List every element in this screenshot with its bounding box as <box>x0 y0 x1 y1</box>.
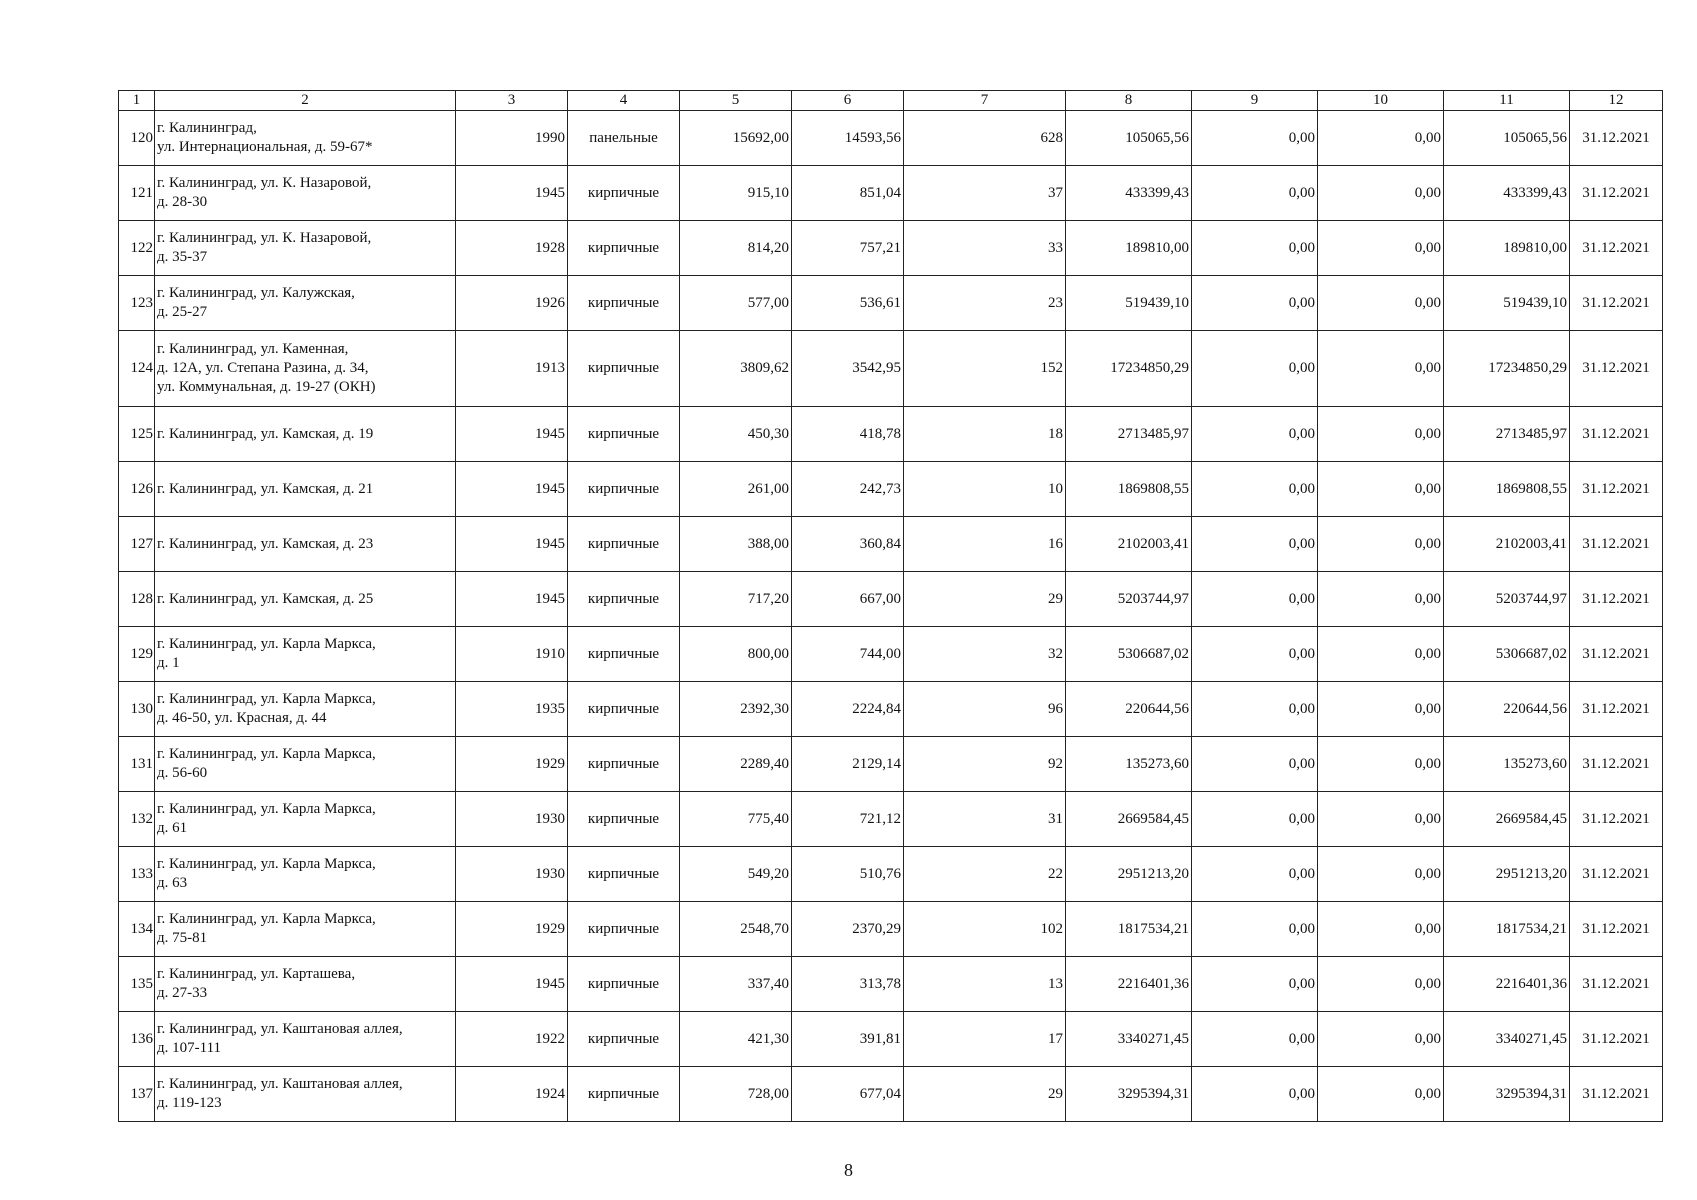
residents-count-cell: 37 <box>904 166 1066 221</box>
wall-material-cell: панельные <box>568 111 680 166</box>
wall-material-cell: кирпичные <box>568 792 680 847</box>
residents-count-cell: 92 <box>904 737 1066 792</box>
table-row <box>119 407 1663 462</box>
total-area-cell: 388,00 <box>680 517 792 572</box>
wall-material-cell: кирпичные <box>568 902 680 957</box>
row-index-cell: 133 <box>119 847 155 902</box>
cost-fund-cell: 0,00 <box>1192 111 1318 166</box>
cost-owners-cell: 2713485,97 <box>1444 407 1570 462</box>
row-index-cell: 129 <box>119 627 155 682</box>
total-area-cell: 728,00 <box>680 1067 792 1122</box>
row-index-cell: 137 <box>119 1067 155 1122</box>
cost-budget-cell: 0,00 <box>1318 627 1444 682</box>
cost-budget-cell: 0,00 <box>1318 462 1444 517</box>
year-built-cell: 1929 <box>456 902 568 957</box>
address-cell: г. Калининград, ул. К. Назаровой, д. 35-37 <box>155 221 456 276</box>
row-index-cell: 124 <box>119 331 155 407</box>
table-row <box>119 462 1663 517</box>
page-number: 8 <box>844 1160 853 1180</box>
year-built-cell: 1924 <box>456 1067 568 1122</box>
cost-fund-cell: 0,00 <box>1192 166 1318 221</box>
cost-budget-cell: 0,00 <box>1318 572 1444 627</box>
deadline-cell: 31.12.2021 <box>1570 1012 1663 1067</box>
total-area-cell: 814,20 <box>680 221 792 276</box>
total-area-cell: 915,10 <box>680 166 792 221</box>
table-row <box>119 276 1663 331</box>
living-area-cell: 667,00 <box>792 572 904 627</box>
table-row <box>119 517 1663 572</box>
cost-total-cell: 17234850,29 <box>1066 331 1192 407</box>
address-cell: г. Калининград, ул. Камская, д. 23 <box>155 517 456 572</box>
cost-total-cell: 5203744,97 <box>1066 572 1192 627</box>
cost-budget-cell: 0,00 <box>1318 902 1444 957</box>
table-row <box>119 166 1663 221</box>
address-cell: г. Калининград, ул. Карла Маркса, д. 56-60 <box>155 737 456 792</box>
table-row <box>119 331 1663 407</box>
cost-total-cell: 1817534,21 <box>1066 902 1192 957</box>
living-area-cell: 242,73 <box>792 462 904 517</box>
cost-budget-cell: 0,00 <box>1318 111 1444 166</box>
total-area-cell: 450,30 <box>680 407 792 462</box>
column-number-cell: 8 <box>1066 91 1192 111</box>
table-row <box>119 221 1663 276</box>
cost-owners-cell: 433399,43 <box>1444 166 1570 221</box>
cost-budget-cell: 0,00 <box>1318 1012 1444 1067</box>
column-number-header <box>119 91 1663 111</box>
total-area-cell: 800,00 <box>680 627 792 682</box>
address-cell: г. Калининград, ул. Каменная, д. 12А, ул. Степана Разина, д. 34, ул. Коммунальная, д. 19-27 (ОКН) <box>155 331 456 407</box>
row-index-cell: 131 <box>119 737 155 792</box>
row-index-cell: 135 <box>119 957 155 1012</box>
year-built-cell: 1945 <box>456 517 568 572</box>
wall-material-cell: кирпичные <box>568 1067 680 1122</box>
address-cell: г. Калининград, ул. Карташева, д. 27-33 <box>155 957 456 1012</box>
deadline-cell: 31.12.2021 <box>1570 847 1663 902</box>
cost-owners-cell: 2102003,41 <box>1444 517 1570 572</box>
cost-owners-cell: 189810,00 <box>1444 221 1570 276</box>
column-number-cell: 9 <box>1192 91 1318 111</box>
living-area-cell: 3542,95 <box>792 331 904 407</box>
wall-material-cell: кирпичные <box>568 462 680 517</box>
deadline-cell: 31.12.2021 <box>1570 902 1663 957</box>
address-cell: г. Калининград, ул. К. Назаровой, д. 28-30 <box>155 166 456 221</box>
total-area-cell: 261,00 <box>680 462 792 517</box>
cost-total-cell: 105065,56 <box>1066 111 1192 166</box>
cost-fund-cell: 0,00 <box>1192 407 1318 462</box>
year-built-cell: 1928 <box>456 221 568 276</box>
housing-table-container <box>118 90 1662 1122</box>
cost-fund-cell: 0,00 <box>1192 902 1318 957</box>
total-area-cell: 775,40 <box>680 792 792 847</box>
row-index-cell: 122 <box>119 221 155 276</box>
cost-total-cell: 3295394,31 <box>1066 1067 1192 1122</box>
wall-material-cell: кирпичные <box>568 682 680 737</box>
cost-fund-cell: 0,00 <box>1192 737 1318 792</box>
table-row <box>119 792 1663 847</box>
cost-total-cell: 433399,43 <box>1066 166 1192 221</box>
deadline-cell: 31.12.2021 <box>1570 462 1663 517</box>
wall-material-cell: кирпичные <box>568 331 680 407</box>
column-number-cell: 4 <box>568 91 680 111</box>
cost-owners-cell: 3340271,45 <box>1444 1012 1570 1067</box>
housing-table <box>118 90 1663 1122</box>
row-index-cell: 134 <box>119 902 155 957</box>
year-built-cell: 1929 <box>456 737 568 792</box>
address-cell: г. Калининград, ул. Камская, д. 25 <box>155 572 456 627</box>
wall-material-cell: кирпичные <box>568 221 680 276</box>
row-index-cell: 132 <box>119 792 155 847</box>
cost-fund-cell: 0,00 <box>1192 1067 1318 1122</box>
deadline-cell: 31.12.2021 <box>1570 221 1663 276</box>
residents-count-cell: 33 <box>904 221 1066 276</box>
cost-owners-cell: 220644,56 <box>1444 682 1570 737</box>
total-area-cell: 15692,00 <box>680 111 792 166</box>
cost-owners-cell: 2216401,36 <box>1444 957 1570 1012</box>
address-cell: г. Калининград, ул. Каштановая аллея, д. 119-123 <box>155 1067 456 1122</box>
cost-budget-cell: 0,00 <box>1318 737 1444 792</box>
cost-owners-cell: 2951213,20 <box>1444 847 1570 902</box>
deadline-cell: 31.12.2021 <box>1570 166 1663 221</box>
living-area-cell: 536,61 <box>792 276 904 331</box>
table-row <box>119 847 1663 902</box>
column-number-cell: 1 <box>119 91 155 111</box>
residents-count-cell: 23 <box>904 276 1066 331</box>
deadline-cell: 31.12.2021 <box>1570 627 1663 682</box>
cost-budget-cell: 0,00 <box>1318 166 1444 221</box>
wall-material-cell: кирпичные <box>568 276 680 331</box>
wall-material-cell: кирпичные <box>568 627 680 682</box>
row-index-cell: 120 <box>119 111 155 166</box>
total-area-cell: 2289,40 <box>680 737 792 792</box>
living-area-cell: 360,84 <box>792 517 904 572</box>
cost-budget-cell: 0,00 <box>1318 1067 1444 1122</box>
deadline-cell: 31.12.2021 <box>1570 957 1663 1012</box>
deadline-cell: 31.12.2021 <box>1570 1067 1663 1122</box>
residents-count-cell: 102 <box>904 902 1066 957</box>
cost-total-cell: 519439,10 <box>1066 276 1192 331</box>
address-cell: г. Калининград, ул. Камская, д. 21 <box>155 462 456 517</box>
cost-budget-cell: 0,00 <box>1318 847 1444 902</box>
column-number-cell: 12 <box>1570 91 1663 111</box>
year-built-cell: 1945 <box>456 407 568 462</box>
column-number-cell: 3 <box>456 91 568 111</box>
total-area-cell: 337,40 <box>680 957 792 1012</box>
wall-material-cell: кирпичные <box>568 847 680 902</box>
cost-fund-cell: 0,00 <box>1192 1012 1318 1067</box>
row-index-cell: 128 <box>119 572 155 627</box>
column-number-cell: 7 <box>904 91 1066 111</box>
cost-total-cell: 2216401,36 <box>1066 957 1192 1012</box>
column-number-cell: 10 <box>1318 91 1444 111</box>
address-cell: г. Калининград, ул. Карла Маркса, д. 75-81 <box>155 902 456 957</box>
cost-total-cell: 2669584,45 <box>1066 792 1192 847</box>
cost-budget-cell: 0,00 <box>1318 276 1444 331</box>
row-index-cell: 126 <box>119 462 155 517</box>
cost-total-cell: 2951213,20 <box>1066 847 1192 902</box>
table-row <box>119 627 1663 682</box>
address-cell: г. Калининград, ул. Каштановая аллея, д. 107-111 <box>155 1012 456 1067</box>
year-built-cell: 1926 <box>456 276 568 331</box>
column-number-cell: 2 <box>155 91 456 111</box>
cost-owners-cell: 135273,60 <box>1444 737 1570 792</box>
wall-material-cell: кирпичные <box>568 407 680 462</box>
cost-budget-cell: 0,00 <box>1318 331 1444 407</box>
year-built-cell: 1945 <box>456 572 568 627</box>
year-built-cell: 1945 <box>456 462 568 517</box>
residents-count-cell: 152 <box>904 331 1066 407</box>
cost-total-cell: 2713485,97 <box>1066 407 1192 462</box>
wall-material-cell: кирпичные <box>568 572 680 627</box>
living-area-cell: 313,78 <box>792 957 904 1012</box>
header-row <box>119 91 1663 111</box>
total-area-cell: 421,30 <box>680 1012 792 1067</box>
table-row <box>119 111 1663 166</box>
residents-count-cell: 29 <box>904 1067 1066 1122</box>
residents-count-cell: 13 <box>904 957 1066 1012</box>
total-area-cell: 577,00 <box>680 276 792 331</box>
cost-owners-cell: 1869808,55 <box>1444 462 1570 517</box>
cost-total-cell: 1869808,55 <box>1066 462 1192 517</box>
cost-budget-cell: 0,00 <box>1318 221 1444 276</box>
living-area-cell: 2224,84 <box>792 682 904 737</box>
address-cell: г. Калининград, ул. Карла Маркса, д. 46-50, ул. Красная, д. 44 <box>155 682 456 737</box>
living-area-cell: 744,00 <box>792 627 904 682</box>
cost-total-cell: 2102003,41 <box>1066 517 1192 572</box>
residents-count-cell: 22 <box>904 847 1066 902</box>
cost-fund-cell: 0,00 <box>1192 792 1318 847</box>
deadline-cell: 31.12.2021 <box>1570 407 1663 462</box>
table-row <box>119 1012 1663 1067</box>
cost-total-cell: 189810,00 <box>1066 221 1192 276</box>
total-area-cell: 3809,62 <box>680 331 792 407</box>
cost-budget-cell: 0,00 <box>1318 517 1444 572</box>
cost-fund-cell: 0,00 <box>1192 276 1318 331</box>
cost-fund-cell: 0,00 <box>1192 847 1318 902</box>
total-area-cell: 717,20 <box>680 572 792 627</box>
wall-material-cell: кирпичные <box>568 737 680 792</box>
cost-owners-cell: 5306687,02 <box>1444 627 1570 682</box>
residents-count-cell: 31 <box>904 792 1066 847</box>
deadline-cell: 31.12.2021 <box>1570 682 1663 737</box>
living-area-cell: 391,81 <box>792 1012 904 1067</box>
year-built-cell: 1935 <box>456 682 568 737</box>
table-body <box>119 111 1663 1122</box>
cost-budget-cell: 0,00 <box>1318 792 1444 847</box>
cost-budget-cell: 0,00 <box>1318 682 1444 737</box>
cost-budget-cell: 0,00 <box>1318 957 1444 1012</box>
wall-material-cell: кирпичные <box>568 1012 680 1067</box>
year-built-cell: 1930 <box>456 792 568 847</box>
deadline-cell: 31.12.2021 <box>1570 517 1663 572</box>
residents-count-cell: 18 <box>904 407 1066 462</box>
cost-fund-cell: 0,00 <box>1192 682 1318 737</box>
living-area-cell: 851,04 <box>792 166 904 221</box>
residents-count-cell: 29 <box>904 572 1066 627</box>
cost-fund-cell: 0,00 <box>1192 517 1318 572</box>
cost-owners-cell: 2669584,45 <box>1444 792 1570 847</box>
total-area-cell: 2548,70 <box>680 902 792 957</box>
residents-count-cell: 96 <box>904 682 1066 737</box>
row-index-cell: 125 <box>119 407 155 462</box>
cost-owners-cell: 105065,56 <box>1444 111 1570 166</box>
cost-owners-cell: 1817534,21 <box>1444 902 1570 957</box>
total-area-cell: 549,20 <box>680 847 792 902</box>
deadline-cell: 31.12.2021 <box>1570 276 1663 331</box>
year-built-cell: 1913 <box>456 331 568 407</box>
cost-fund-cell: 0,00 <box>1192 331 1318 407</box>
address-cell: г. Калининград, ул. Камская, д. 19 <box>155 407 456 462</box>
deadline-cell: 31.12.2021 <box>1570 737 1663 792</box>
table-row <box>119 902 1663 957</box>
cost-owners-cell: 5203744,97 <box>1444 572 1570 627</box>
cost-fund-cell: 0,00 <box>1192 221 1318 276</box>
deadline-cell: 31.12.2021 <box>1570 572 1663 627</box>
cost-total-cell: 220644,56 <box>1066 682 1192 737</box>
living-area-cell: 757,21 <box>792 221 904 276</box>
row-index-cell: 130 <box>119 682 155 737</box>
cost-total-cell: 5306687,02 <box>1066 627 1192 682</box>
cost-owners-cell: 17234850,29 <box>1444 331 1570 407</box>
year-built-cell: 1990 <box>456 111 568 166</box>
cost-fund-cell: 0,00 <box>1192 572 1318 627</box>
address-cell: г. Калининград, ул. Калужская, д. 25-27 <box>155 276 456 331</box>
table-row <box>119 1067 1663 1122</box>
wall-material-cell: кирпичные <box>568 957 680 1012</box>
cost-fund-cell: 0,00 <box>1192 627 1318 682</box>
cost-total-cell: 3340271,45 <box>1066 1012 1192 1067</box>
deadline-cell: 31.12.2021 <box>1570 111 1663 166</box>
row-index-cell: 127 <box>119 517 155 572</box>
column-number-cell: 6 <box>792 91 904 111</box>
year-built-cell: 1922 <box>456 1012 568 1067</box>
living-area-cell: 14593,56 <box>792 111 904 166</box>
year-built-cell: 1945 <box>456 166 568 221</box>
residents-count-cell: 32 <box>904 627 1066 682</box>
living-area-cell: 677,04 <box>792 1067 904 1122</box>
deadline-cell: 31.12.2021 <box>1570 792 1663 847</box>
living-area-cell: 2129,14 <box>792 737 904 792</box>
row-index-cell: 136 <box>119 1012 155 1067</box>
cost-fund-cell: 0,00 <box>1192 957 1318 1012</box>
address-cell: г. Калининград, ул. Карла Маркса, д. 61 <box>155 792 456 847</box>
address-cell: г. Калининград, ул. Карла Маркса, д. 63 <box>155 847 456 902</box>
cost-fund-cell: 0,00 <box>1192 462 1318 517</box>
cost-budget-cell: 0,00 <box>1318 407 1444 462</box>
residents-count-cell: 16 <box>904 517 1066 572</box>
total-area-cell: 2392,30 <box>680 682 792 737</box>
living-area-cell: 418,78 <box>792 407 904 462</box>
deadline-cell: 31.12.2021 <box>1570 331 1663 407</box>
address-cell: г. Калининград, ул. Карла Маркса, д. 1 <box>155 627 456 682</box>
year-built-cell: 1910 <box>456 627 568 682</box>
cost-owners-cell: 3295394,31 <box>1444 1067 1570 1122</box>
row-index-cell: 121 <box>119 166 155 221</box>
living-area-cell: 510,76 <box>792 847 904 902</box>
wall-material-cell: кирпичные <box>568 166 680 221</box>
year-built-cell: 1945 <box>456 957 568 1012</box>
cost-total-cell: 135273,60 <box>1066 737 1192 792</box>
table-row <box>119 957 1663 1012</box>
column-number-cell: 5 <box>680 91 792 111</box>
residents-count-cell: 628 <box>904 111 1066 166</box>
address-cell: г. Калининград, ул. Интернациональная, д. 59-67* <box>155 111 456 166</box>
table-row <box>119 737 1663 792</box>
table-row <box>119 682 1663 737</box>
cost-owners-cell: 519439,10 <box>1444 276 1570 331</box>
wall-material-cell: кирпичные <box>568 517 680 572</box>
row-index-cell: 123 <box>119 276 155 331</box>
year-built-cell: 1930 <box>456 847 568 902</box>
living-area-cell: 721,12 <box>792 792 904 847</box>
living-area-cell: 2370,29 <box>792 902 904 957</box>
residents-count-cell: 10 <box>904 462 1066 517</box>
residents-count-cell: 17 <box>904 1012 1066 1067</box>
column-number-cell: 11 <box>1444 91 1570 111</box>
table-row <box>119 572 1663 627</box>
